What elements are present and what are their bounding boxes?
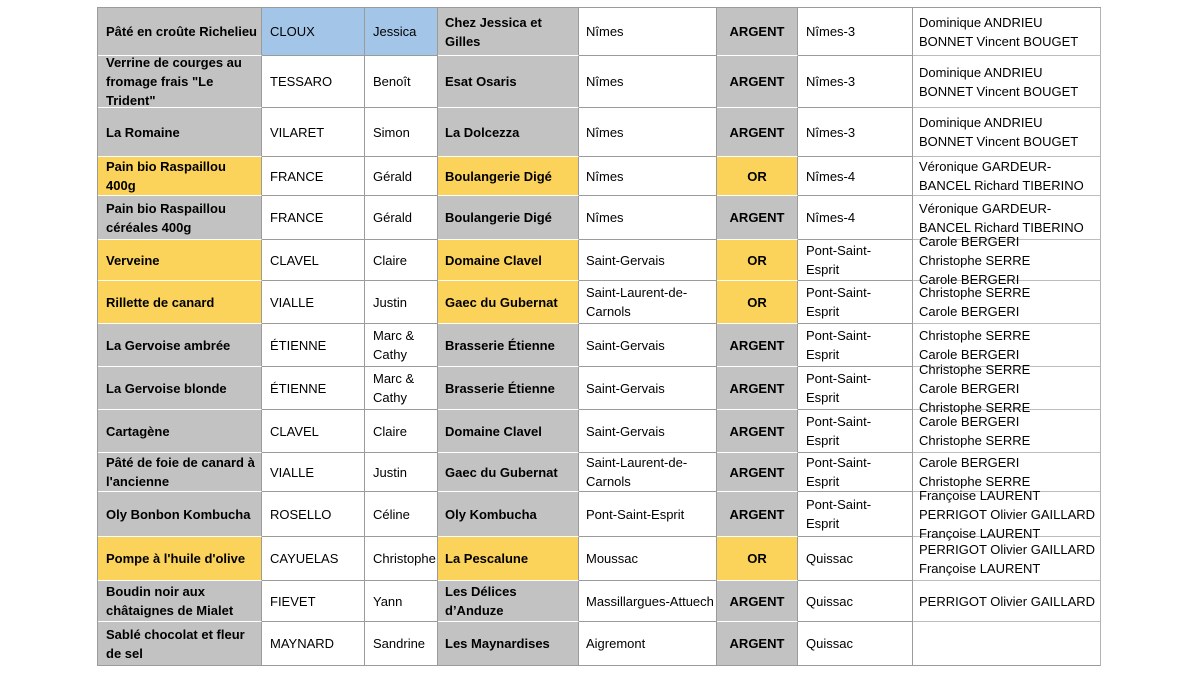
producer-last-name-cell — [262, 453, 365, 492]
producer-last-name-cell — [262, 622, 365, 666]
product-cell-text: Cartagène — [106, 423, 170, 439]
business-name-cell-text: Boulangerie Digé — [445, 168, 552, 184]
city-cell-text: Moussac — [586, 551, 639, 566]
city-cell — [579, 157, 717, 196]
producer-last-name-cell — [262, 108, 365, 157]
business-name-cell-text: Domaine Clavel — [445, 423, 542, 439]
product-cell — [98, 410, 262, 453]
jury-lines — [919, 486, 1095, 543]
producer-first-name-cell — [365, 196, 438, 240]
jury-lines — [919, 63, 1078, 101]
medal-cell — [717, 367, 798, 410]
producer-last-name-cell-text: VIALLE — [270, 464, 315, 480]
product-cell — [98, 281, 262, 324]
producer-first-name-cell — [365, 8, 438, 56]
city-cell — [579, 537, 717, 581]
jury-cell — [913, 622, 1101, 666]
producer-last-name-cell — [262, 56, 365, 108]
producer-last-name-cell-text: VILARET — [270, 124, 325, 140]
product-cell-text: Rillette de canard — [106, 294, 215, 310]
contest-location-cell — [798, 537, 913, 581]
jury-lines — [919, 540, 1095, 578]
contest-location-cell-text: Pont-Saint-Esprit — [806, 455, 872, 489]
jury-cell — [913, 581, 1101, 622]
medal-cell — [717, 410, 798, 453]
jury-member-name: Carole BERGERI — [919, 271, 1020, 287]
jury-member-name: Dominique ANDRIEU — [919, 64, 1043, 80]
producer-first-name-cell — [365, 281, 438, 324]
city-cell-text: Massillargues-Attuech — [586, 593, 714, 609]
medal-cell — [717, 622, 798, 666]
medal-cell-text: ARGENT — [729, 380, 785, 396]
jury-cell — [913, 537, 1101, 581]
jury-member-name: Christophe SERRE — [919, 361, 1031, 377]
city-cell-text: Nîmes — [586, 168, 624, 184]
contest-location-cell-text: Pont-Saint-Esprit — [806, 414, 872, 448]
contest-location-cell — [798, 8, 913, 56]
jury-lines — [919, 412, 1030, 450]
product-cell — [98, 324, 262, 367]
producer-first-name-cell — [365, 537, 438, 581]
business-name-cell-text: La Pescalune — [445, 551, 529, 566]
producer-last-name-cell — [262, 410, 365, 453]
jury-member-name: Carole BERGERI — [919, 414, 1020, 429]
medal-cell-text: ARGENT — [729, 24, 785, 39]
jury-member-name: BANCEL Richard TIBERINO — [919, 219, 1084, 235]
business-name-cell — [438, 108, 579, 157]
city-cell — [579, 453, 717, 492]
jury-member-name: Christophe SERRE — [919, 474, 1031, 489]
city-cell-text: Saint-Laurent-de-Carnols — [586, 285, 688, 319]
product-cell — [98, 622, 262, 666]
jury-member-name: PERRIGOT Olivier GAILLARD — [919, 593, 1096, 609]
business-name-cell — [438, 281, 579, 324]
business-name-cell-text: La Dolcezza — [445, 124, 520, 140]
medal-cell — [717, 281, 798, 324]
city-cell-text: Nîmes — [586, 74, 624, 89]
city-cell — [579, 492, 717, 537]
medal-cell — [717, 8, 798, 56]
jury-member-name: Françoise LAURENT — [919, 525, 1041, 541]
contest-location-cell-text: Nîmes-3 — [806, 74, 856, 89]
producer-first-name-cell — [365, 453, 438, 492]
city-cell — [579, 108, 717, 157]
medal-cell — [717, 324, 798, 367]
jury-cell — [913, 8, 1101, 56]
producer-last-name-cell — [262, 240, 365, 281]
producer-last-name-cell-text: ÉTIENNE — [270, 380, 327, 396]
producer-last-name-cell-text: MAYNARD — [270, 636, 335, 651]
product-cell — [98, 8, 262, 56]
jury-member-name: Françoise LAURENT — [919, 560, 1041, 576]
city-cell-text: Pont-Saint-Esprit — [586, 506, 685, 522]
producer-first-name-cell-text: Claire — [373, 252, 407, 268]
jury-member-name: BONNET Vincent BOUGET — [919, 83, 1079, 99]
contest-location-cell-text: Quissac — [806, 551, 853, 566]
producer-first-name-cell-text: Claire — [373, 423, 407, 439]
producer-first-name-cell — [365, 622, 438, 666]
city-cell-text: Nîmes — [586, 124, 624, 140]
contest-location-cell — [798, 240, 913, 281]
producer-first-name-cell — [365, 240, 438, 281]
business-name-cell — [438, 324, 579, 367]
product-cell-text: La Gervoise blonde — [106, 380, 227, 396]
producer-first-name-cell-text: Céline — [373, 506, 410, 522]
business-name-cell — [438, 56, 579, 108]
contest-location-cell-text: Quissac — [806, 636, 853, 651]
jury-lines — [919, 326, 1030, 364]
product-cell-text: Pompe à l'huile d'olive — [106, 551, 246, 566]
contest-location-cell-text: Nîmes-4 — [806, 210, 856, 225]
product-cell — [98, 240, 262, 281]
business-name-cell-text: Brasserie Étienne — [445, 380, 555, 396]
product-cell — [98, 537, 262, 581]
medal-cell — [717, 157, 798, 196]
city-cell — [579, 622, 717, 666]
producer-last-name-cell — [262, 196, 365, 240]
city-cell — [579, 324, 717, 367]
city-cell — [579, 8, 717, 56]
producer-last-name-cell — [262, 367, 365, 410]
business-name-cell-text: Esat Osaris — [445, 74, 517, 89]
jury-member-name: BANCEL Richard TIBERINO — [919, 178, 1084, 193]
medal-cell — [717, 56, 798, 108]
jury-cell — [913, 281, 1101, 324]
medal-cell — [717, 453, 798, 492]
jury-cell — [913, 56, 1101, 108]
city-cell-text: Saint-Gervais — [586, 380, 665, 396]
medal-cell-text: ARGENT — [729, 210, 785, 225]
business-name-cell-text: Gaec du Gubernat — [445, 294, 558, 310]
product-cell — [98, 108, 262, 157]
jury-member-name: Dominique ANDRIEU — [919, 115, 1043, 130]
business-name-cell-text: Oly Kombucha — [445, 506, 537, 522]
jury-member-name: Carole BERGERI — [919, 347, 1020, 362]
producer-last-name-cell-text: ÉTIENNE — [270, 337, 327, 353]
product-cell-text: Verrine de courges au fromage frais "Le Trident" — [106, 55, 242, 108]
jury-member-name: BONNET Vincent BOUGET — [919, 134, 1079, 149]
producer-last-name-cell — [262, 8, 365, 56]
jury-member-name: Christophe SERRE — [919, 328, 1031, 343]
jury-member-name: PERRIGOT Olivier GAILLARD — [919, 541, 1096, 557]
jury-cell — [913, 410, 1101, 453]
product-cell — [98, 56, 262, 108]
producer-first-name-cell — [365, 410, 438, 453]
jury-member-name: Dominique ANDRIEU — [919, 14, 1043, 30]
product-cell-text: La Gervoise ambrée — [106, 337, 231, 353]
business-name-cell — [438, 492, 579, 537]
producer-last-name-cell-text: VIALLE — [270, 294, 315, 310]
jury-member-name: Françoise LAURENT — [919, 487, 1041, 503]
contest-location-cell — [798, 56, 913, 108]
contest-location-cell-text: Pont-Saint-Esprit — [806, 243, 872, 277]
producer-first-name-cell — [365, 581, 438, 622]
business-name-cell — [438, 240, 579, 281]
business-name-cell — [438, 453, 579, 492]
medal-cell — [717, 240, 798, 281]
city-cell — [579, 240, 717, 281]
jury-cell — [913, 233, 1101, 287]
producer-last-name-cell — [262, 157, 365, 196]
contest-location-cell — [798, 196, 913, 240]
jury-member-name: Véronique GARDEUR- — [919, 159, 1052, 174]
medal-cell-text: ARGENT — [729, 124, 785, 140]
product-cell — [98, 157, 262, 196]
product-cell-text: Pain bio Raspaillou 400g — [106, 159, 226, 193]
product-cell-text: Pâté en croûte Richelieu — [106, 24, 257, 39]
contest-location-cell-text: Pont-Saint-Esprit — [806, 371, 872, 405]
city-cell — [579, 196, 717, 240]
jury-lines — [919, 592, 1095, 611]
city-cell — [579, 281, 717, 324]
contest-location-cell — [798, 324, 913, 367]
contest-location-cell — [798, 367, 913, 410]
producer-first-name-cell — [365, 157, 438, 196]
producer-first-name-cell-text: Sandrine — [373, 636, 426, 651]
contest-location-cell-text: Nîmes-4 — [806, 168, 856, 184]
business-name-cell-text: Les Délices d’Anduze — [445, 584, 517, 618]
contest-location-cell-text: Pont-Saint-Esprit — [806, 328, 872, 362]
business-name-cell — [438, 410, 579, 453]
city-cell — [579, 56, 717, 108]
producer-last-name-cell — [262, 537, 365, 581]
jury-cell — [913, 487, 1101, 541]
city-cell — [579, 410, 717, 453]
producer-first-name-cell-text: Justin — [373, 294, 407, 310]
producer-last-name-cell-text: ROSELLO — [270, 506, 332, 522]
producer-last-name-cell-text: FIEVET — [270, 593, 316, 609]
producer-first-name-cell-text: Simon — [373, 124, 410, 140]
producer-first-name-cell-text: Marc & Cathy — [373, 371, 415, 405]
jury-lines — [919, 232, 1030, 289]
jury-member-name: BONNET Vincent BOUGET — [919, 33, 1079, 49]
contest-location-cell — [798, 108, 913, 157]
producer-first-name-cell-text: Marc & Cathy — [373, 328, 415, 362]
producer-first-name-cell-text: Gérald — [373, 210, 413, 225]
medal-cell-text: ARGENT — [729, 464, 785, 480]
product-cell-text: Oly Bonbon Kombucha — [106, 506, 251, 522]
product-cell — [98, 581, 262, 622]
medal-cell-text: ARGENT — [729, 506, 785, 522]
business-name-cell — [438, 196, 579, 240]
business-name-cell — [438, 581, 579, 622]
producer-first-name-cell-text: Christophe — [373, 551, 436, 566]
producer-first-name-cell — [365, 367, 438, 410]
jury-member-name: Christophe SERRE — [919, 399, 1031, 415]
contest-location-cell — [798, 581, 913, 622]
jury-member-name: PERRIGOT Olivier GAILLARD — [919, 506, 1096, 522]
city-cell-text: Nîmes — [586, 210, 624, 225]
contest-location-cell-text: Pont-Saint-Esprit — [806, 497, 872, 531]
medal-cell — [717, 196, 798, 240]
city-cell — [579, 367, 717, 410]
contest-location-cell — [798, 157, 913, 196]
city-cell-text: Saint-Gervais — [586, 252, 665, 268]
medal-cell-text: OR — [747, 294, 767, 310]
producer-first-name-cell-text: Benoît — [373, 74, 411, 89]
contest-location-cell — [798, 281, 913, 324]
jury-member-name: Véronique GARDEUR- — [919, 200, 1052, 216]
product-cell — [98, 196, 262, 240]
producer-first-name-cell-text: Gérald — [373, 168, 413, 184]
jury-member-name: Christophe SERRE — [919, 252, 1031, 268]
business-name-cell — [438, 537, 579, 581]
contest-location-cell — [798, 453, 913, 492]
producer-last-name-cell — [262, 581, 365, 622]
jury-lines — [919, 113, 1078, 151]
producer-last-name-cell-text: CAYUELAS — [270, 551, 339, 566]
product-cell-text: Pâté de foie de canard à l'ancienne — [106, 455, 255, 489]
producer-first-name-cell — [365, 108, 438, 157]
jury-member-name: Carole BERGERI — [919, 455, 1020, 470]
business-name-cell — [438, 8, 579, 56]
contest-location-cell — [798, 622, 913, 666]
producer-last-name-cell-text: CLAVEL — [270, 423, 319, 439]
product-cell-text: Pain bio Raspaillou céréales 400g — [106, 200, 226, 235]
jury-lines — [919, 360, 1030, 417]
product-cell-text: Boudin noir aux châtaignes de Mialet — [106, 584, 234, 618]
producer-last-name-cell-text: CLOUX — [270, 24, 315, 39]
jury-member-name: Christophe SERRE — [919, 433, 1031, 448]
medal-cell-text: OR — [747, 168, 767, 184]
producer-last-name-cell-text: FRANCE — [270, 168, 324, 184]
city-cell-text: Saint-Gervais — [586, 423, 665, 439]
contest-location-cell-text: Pont-Saint-Esprit — [806, 285, 872, 319]
business-name-cell-text: Gaec du Gubernat — [445, 464, 558, 480]
business-name-cell-text: Domaine Clavel — [445, 252, 542, 268]
city-cell-text: Saint-Gervais — [586, 337, 665, 353]
medal-cell-text: ARGENT — [729, 593, 785, 609]
medal-cell — [717, 537, 798, 581]
medal-cell-text: ARGENT — [729, 337, 785, 353]
medal-cell-text: OR — [747, 551, 767, 566]
jury-lines — [919, 13, 1078, 51]
jury-member-name: Carole BERGERI — [919, 233, 1020, 249]
jury-member-name: Carole BERGERI — [919, 304, 1020, 319]
product-cell — [98, 492, 262, 537]
medal-cell-text: OR — [747, 252, 767, 268]
results-table — [97, 7, 1101, 666]
city-cell-text: Saint-Laurent-de-Carnols — [586, 455, 688, 489]
producer-first-name-cell — [365, 324, 438, 367]
producer-first-name-cell-text: Justin — [373, 464, 407, 480]
business-name-cell-text: Brasserie Étienne — [445, 337, 555, 353]
product-cell — [98, 367, 262, 410]
jury-member-name: Carole BERGERI — [919, 380, 1020, 396]
jury-lines — [919, 157, 1084, 195]
producer-first-name-cell — [365, 56, 438, 108]
business-name-cell — [438, 157, 579, 196]
producer-last-name-cell-text: FRANCE — [270, 210, 324, 225]
city-cell — [579, 581, 717, 622]
business-name-cell-text: Chez Jessica et Gilles — [445, 14, 542, 49]
medal-cell-text: ARGENT — [729, 423, 785, 439]
producer-first-name-cell-text: Yann — [373, 593, 403, 609]
business-name-cell — [438, 367, 579, 410]
producer-last-name-cell-text: TESSARO — [270, 74, 333, 89]
medal-cell — [717, 108, 798, 157]
producer-last-name-cell — [262, 281, 365, 324]
jury-lines — [919, 283, 1030, 321]
city-cell-text: Nîmes — [586, 24, 624, 39]
producer-last-name-cell — [262, 492, 365, 537]
city-cell-text: Aigremont — [586, 636, 646, 651]
contest-location-cell — [798, 492, 913, 537]
business-name-cell — [438, 622, 579, 666]
product-cell-text: Verveine — [106, 252, 160, 268]
producer-first-name-cell-text: Jessica — [373, 24, 417, 39]
jury-cell — [913, 108, 1101, 157]
contest-location-cell-text: Quissac — [806, 593, 853, 609]
medal-cell — [717, 581, 798, 622]
contest-location-cell-text: Nîmes-3 — [806, 24, 856, 39]
producer-first-name-cell — [365, 492, 438, 537]
jury-member-name: Christophe SERRE — [919, 285, 1031, 300]
jury-cell — [913, 157, 1101, 196]
product-cell — [98, 453, 262, 492]
contest-location-cell — [798, 410, 913, 453]
medal-cell-text: ARGENT — [729, 636, 785, 651]
producer-last-name-cell-text: CLAVEL — [270, 252, 319, 268]
product-cell-text: La Romaine — [106, 124, 180, 140]
business-name-cell-text: Les Maynardises — [445, 636, 550, 651]
producer-last-name-cell — [262, 324, 365, 367]
product-cell-text: Sablé chocolat et fleur de sel — [106, 626, 245, 661]
business-name-cell-text: Boulangerie Digé — [445, 210, 552, 225]
medal-cell — [717, 492, 798, 537]
medal-cell-text: ARGENT — [729, 74, 785, 89]
jury-cell — [913, 361, 1101, 415]
contest-location-cell-text: Nîmes-3 — [806, 124, 856, 140]
